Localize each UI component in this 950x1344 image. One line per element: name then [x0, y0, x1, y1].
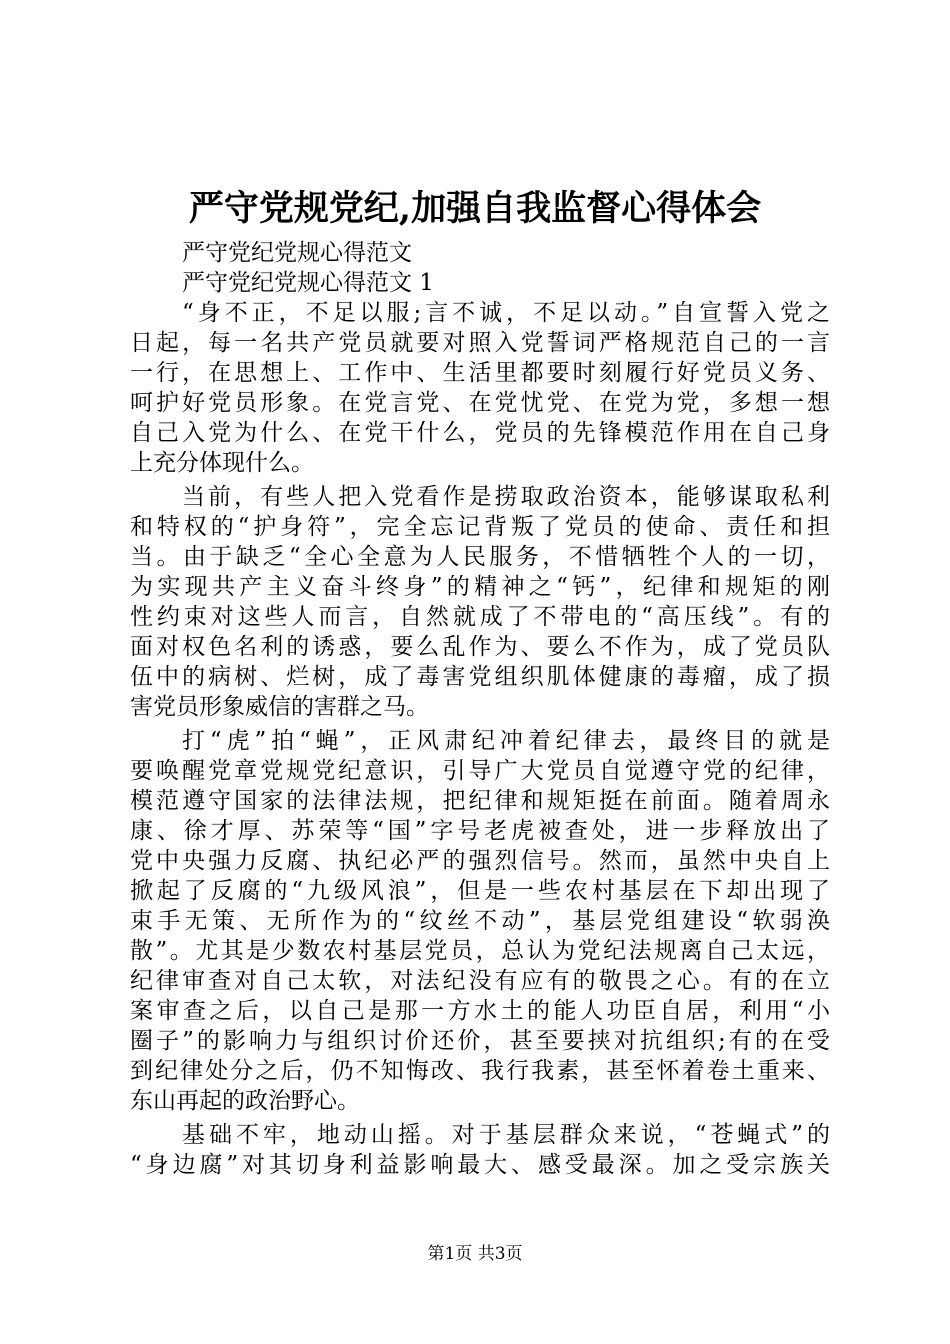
paragraph-line: 当前，有些人把入党看作是捞取政治资本，能够谋取私利 — [182, 484, 830, 510]
paragraph-line: 基础不牢，地动山摇。对于基层群众来说，“苍蝇式”的 — [182, 1122, 830, 1148]
page-footer: 第1页 共3页 — [427, 1244, 523, 1264]
paragraph-line: 掀起了反腐的“九级风浪”，但是一些农村基层在下却出现了 — [130, 878, 830, 904]
paragraph-line: 一行，在思想上、工作中、生活里都要时刻履行好党员义务、 — [130, 360, 830, 386]
paragraph-line: 性约束对这些人而言，自然就成了不带电的“高压线”。有的 — [130, 604, 830, 630]
paragraph-line: 为实现共产主义奋斗终身”的精神之“钙”，纪律和规矩的刚 — [130, 574, 830, 600]
paragraph-line: 纪律审查对自己太软，对法纪没有应有的敬畏之心。有的在立 — [130, 968, 830, 994]
paragraph-line: 案审查之后，以自己是那一方水土的能人功臣自居，利用“小 — [130, 998, 830, 1024]
paragraph-line: 散”。尤其是少数农村基层党员，总认为党纪法规离自己太远， — [130, 938, 830, 964]
paragraph-line: 东山再起的政治野心。 — [130, 1088, 360, 1114]
paragraph-line: 圈子”的影响力与组织讨价还价，甚至要挟对抗组织;有的在受 — [130, 1028, 830, 1054]
paragraph-line: 党中央强力反腐、执纪必严的强烈信号。然而，虽然中央自上 — [130, 848, 830, 874]
paragraph-line: 伍中的病树、烂树，成了毒害党组织肌体健康的毒瘤，成了损 — [130, 664, 830, 690]
paragraph-line: “身边腐”对其切身利益影响最大、感受最深。加之受宗族关 — [130, 1152, 830, 1178]
paragraph-line: 束手无策、无所作为的“纹丝不动”，基层党组建设“软弱涣 — [130, 908, 830, 934]
paragraph-line: “身不正，不足以服;言不诚，不足以动。”自宣誓入党之 — [182, 300, 830, 326]
paragraph-line: 自己入党为什么、在党干什么，党员的先锋模范作用在自己身 — [130, 420, 830, 446]
subtitle-heading-1: 严守党纪党规心得范文 1 — [182, 270, 434, 296]
subtitle-heading: 严守党纪党规心得范文 — [182, 240, 412, 266]
paragraph-line: 康、徐才厚、苏荣等“国”字号老虎被查处，进一步释放出了 — [130, 818, 830, 844]
paragraph-line: 上充分体现什么。 — [130, 450, 314, 476]
document-title: 严守党规党纪,加强自我监督心得体会 — [188, 188, 762, 229]
paragraph-line: 日起，每一名共产党员就要对照入党誓词严格规范自己的一言 — [130, 330, 830, 356]
paragraph-line: 呵护好党员形象。在党言党、在党忧党、在党为党，多想一想 — [130, 390, 830, 416]
paragraph-line: 模范遵守国家的法律法规，把纪律和规矩挺在前面。随着周永 — [130, 788, 830, 814]
paragraph-line: 到纪律处分之后，仍不知悔改、我行我素，甚至怀着卷土重来、 — [130, 1058, 830, 1084]
paragraph-line: 和特权的“护身符”，完全忘记背叛了党员的使命、责任和担 — [130, 514, 830, 540]
paragraph-line: 当。由于缺乏“全心全意为人民服务，不惜牺牲个人的一切， — [130, 544, 830, 570]
paragraph-line: 打“虎”拍“蝇”，正风肃纪冲着纪律去，最终目的就是 — [182, 728, 830, 754]
paragraph-line: 害党员形象威信的害群之马。 — [130, 694, 429, 720]
paragraph-line: 要唤醒党章党规党纪意识，引导广大党员自觉遵守党的纪律， — [130, 758, 830, 784]
paragraph-line: 面对权色名利的诱惑，要么乱作为、要么不作为，成了党员队 — [130, 634, 830, 660]
